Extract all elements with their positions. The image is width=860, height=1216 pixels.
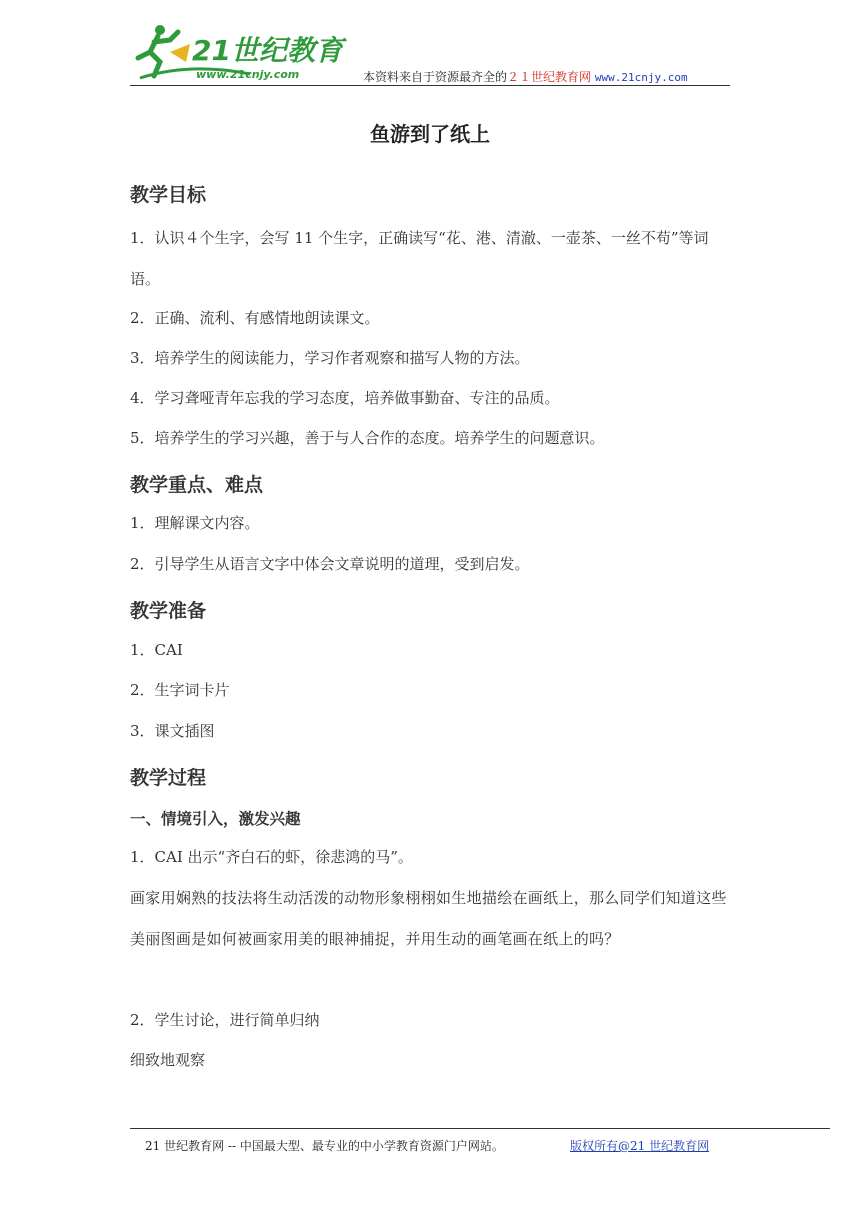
key-point-item: 2．引导学生从语言文字中体会文章说明的道理，受到启发。 bbox=[130, 555, 530, 573]
process-subheading: 一、情境引入，激发兴趣 bbox=[130, 810, 301, 828]
section-heading-goals: 教学目标 bbox=[130, 184, 207, 206]
prep-item: 2．生字词卡片 bbox=[130, 681, 230, 699]
process-paragraph: 细致地观察 bbox=[130, 1051, 206, 1069]
page-header bbox=[130, 22, 730, 86]
goal-item: 1．认识４个生字，会写 11 个生字，正确读写“花、港、清澈、一壶茶、一丝不苟”等词语。 bbox=[130, 229, 709, 288]
footer-text: 21 世纪教育网 -- 中国最大型、最专业的中小学教育资源门户网站。 bbox=[145, 1139, 504, 1153]
header-note-url[interactable]: www.21cnjy.com bbox=[594, 71, 688, 84]
logo-text: 21世纪教育 bbox=[192, 34, 343, 67]
section-heading-key-points: 教学重点、难点 bbox=[130, 474, 264, 496]
section-heading-prep: 教学准备 bbox=[130, 600, 207, 622]
process-paragraph: 1．CAI 出示“齐白石的虾，徐悲鸿的马”。 bbox=[130, 848, 413, 866]
prep-item: 3．课文插图 bbox=[130, 722, 215, 740]
process-paragraph: 2．学生讨论，进行简单归纳 bbox=[130, 1011, 320, 1029]
goal-item: 2．正确、流利、有感情地朗读课文。 bbox=[130, 309, 380, 327]
process-paragraph: 画家用娴熟的技法将生动活泼的动物形象栩栩如生地描绘在画纸上，那么同学们知道这些美丽图画是如何被画家用美的眼神捕捉，并用生动的画笔画在纸上的吗？ bbox=[130, 889, 727, 948]
header-source-note bbox=[363, 68, 688, 85]
footer-divider bbox=[130, 1128, 830, 1129]
prep-item: 1．CAI bbox=[130, 641, 183, 659]
site-logo bbox=[130, 22, 355, 82]
header-divider bbox=[130, 85, 730, 86]
header-note-prefix: 本资料来自于资源最齐全的 bbox=[363, 70, 508, 84]
goal-item: 4．学习聋哑青年忘我的学习态度，培养做事勤奋、专注的品质。 bbox=[130, 389, 560, 407]
goal-item: 3．培养学生的阅读能力，学习作者观察和描写人物的方法。 bbox=[130, 349, 530, 367]
section-heading-process: 教学过程 bbox=[130, 767, 207, 789]
key-point-item: 1．理解课文内容。 bbox=[130, 514, 260, 532]
document-title: 鱼游到了纸上 bbox=[370, 122, 490, 146]
logo-url-text: www.21cnjy.com bbox=[196, 68, 300, 81]
copyright-link[interactable]: 版权所有@21 世纪教育网 bbox=[570, 1139, 710, 1153]
goal-item: 5．培养学生的学习兴趣，善于与人合作的态度。培养学生的问题意识。 bbox=[130, 429, 605, 447]
header-note-brand: ２１世纪教育网 bbox=[507, 70, 592, 84]
